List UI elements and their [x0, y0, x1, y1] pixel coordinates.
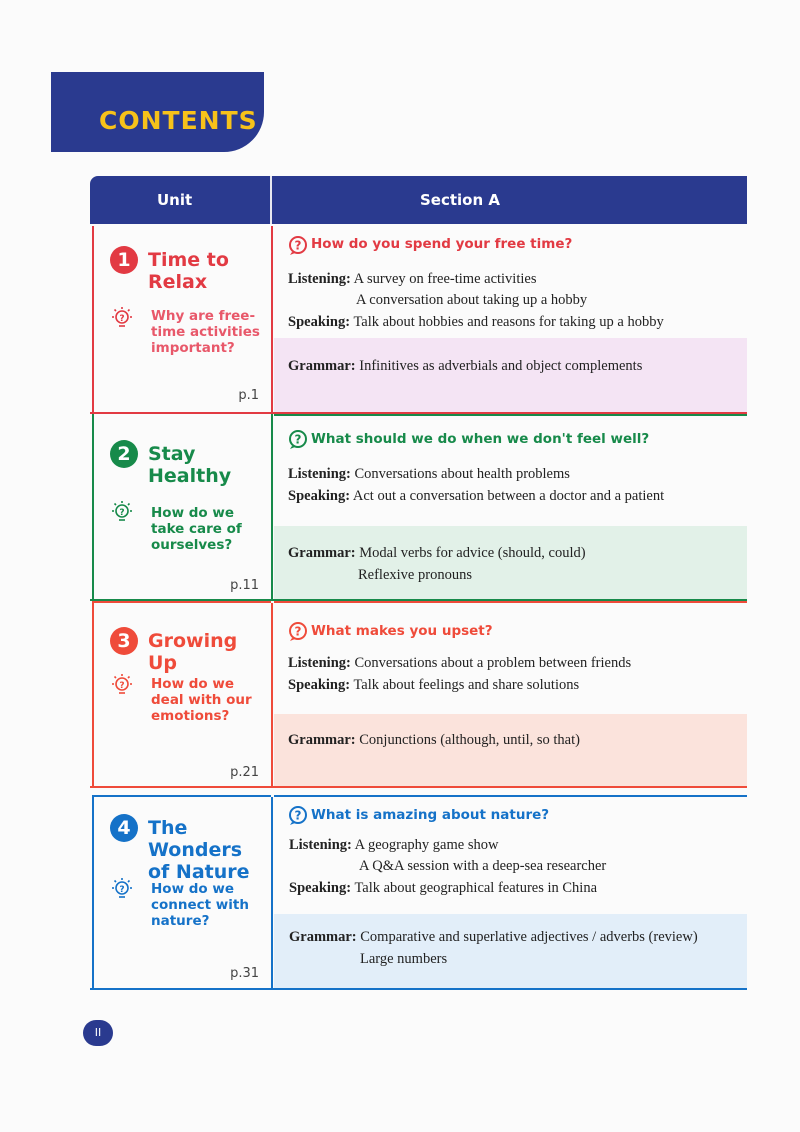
page-reference[interactable]: p.1 — [238, 388, 259, 403]
question-icon — [288, 621, 308, 641]
svg-text:?: ? — [294, 808, 302, 823]
page-reference[interactable]: p.31 — [230, 966, 259, 981]
page-reference[interactable]: p.11 — [230, 578, 259, 593]
lightbulb-icon — [110, 500, 134, 524]
speaking-line: Speaking: Talk about hobbies and reasons for taking up a hobby — [288, 314, 664, 330]
unit-card — [92, 601, 271, 788]
header-section-label: Section A — [420, 191, 500, 209]
svg-text:?: ? — [119, 508, 125, 518]
unit-number-badge: 1 — [110, 246, 138, 274]
question-icon — [288, 235, 308, 255]
svg-text:?: ? — [294, 624, 302, 639]
page-number: II — [83, 1020, 113, 1046]
speaking-line: Speaking: Talk about feelings and share solutions — [288, 677, 580, 693]
grammar-line: Grammar: Conjunctions (although, until, so that) — [288, 732, 580, 748]
grammar-line: Reflexive pronouns — [358, 567, 472, 583]
section-a-cell-4 — [274, 795, 747, 990]
section-a-cell-2 — [274, 414, 747, 601]
unit-card — [92, 414, 271, 601]
grammar-line: Grammar: Comparative and superlative adjectives / adverbs (review) — [289, 929, 698, 945]
listening-line: Listening: A survey on free-time activities — [288, 271, 537, 287]
svg-text:?: ? — [119, 885, 125, 895]
unit-number-badge: 2 — [110, 440, 138, 468]
header-divider — [270, 176, 272, 224]
unit-card — [92, 226, 271, 414]
question-icon — [288, 429, 308, 449]
unit-big-question: How do we deal with our emotions? — [151, 676, 252, 724]
lightbulb-icon — [110, 877, 134, 901]
header-unit-label: Unit — [157, 191, 193, 209]
unit-number-badge: 4 — [110, 814, 138, 842]
svg-text:?: ? — [119, 314, 125, 324]
speaking-line: Speaking: Act out a conversation between a doctor and a patient — [288, 488, 665, 504]
grammar-band — [274, 526, 747, 601]
unit-row-2[interactable] — [90, 414, 747, 601]
listening-line: Listening: Conversations about a problem between friends — [288, 655, 632, 671]
grammar-line: Grammar: Modal verbs for advice (should, could) — [288, 545, 586, 561]
section-question: How do you spend your free time? — [311, 236, 573, 252]
unit-big-question: Why are free- time activities important? — [151, 308, 260, 356]
lightbulb-icon — [110, 306, 134, 330]
lightbulb-icon — [110, 673, 134, 697]
section-question: What makes you upset? — [311, 623, 493, 639]
grammar-band — [274, 338, 747, 414]
svg-text:?: ? — [119, 681, 125, 691]
unit-number-badge: 3 — [110, 627, 138, 655]
section-a-cell-3 — [274, 601, 747, 788]
speaking-line: Speaking: Talk about geographical features in China — [289, 880, 598, 896]
table-header — [90, 176, 747, 224]
unit-row-4[interactable] — [90, 795, 747, 990]
unit-title: Time to Relax — [148, 249, 229, 293]
unit-card — [92, 795, 271, 990]
question-icon — [288, 805, 308, 825]
svg-text:?: ? — [294, 238, 302, 253]
section-a-cell-1 — [274, 226, 747, 414]
listening-line: A Q&A session with a deep-sea researcher — [359, 858, 607, 874]
section-question: What should we do when we don't feel well? — [311, 431, 650, 447]
unit-title: The Wonders of Nature — [148, 817, 250, 883]
contents-title: CONTENTS — [99, 106, 258, 135]
svg-text:?: ? — [294, 432, 302, 447]
unit-row-1[interactable] — [90, 226, 747, 414]
listening-line: Listening: Conversations about health problems — [288, 466, 570, 482]
grammar-line: Large numbers — [360, 951, 448, 967]
unit-title: Growing Up — [148, 630, 238, 674]
section-question: What is amazing about nature? — [311, 807, 550, 823]
grammar-line: Grammar: Infinitives as adverbials and object complements — [288, 358, 643, 374]
listening-line: A conversation about taking up a hobby — [356, 292, 588, 308]
unit-big-question: How do we connect with nature? — [151, 881, 249, 929]
unit-big-question: How do we take care of ourselves? — [151, 505, 242, 553]
grammar-band — [274, 714, 747, 788]
listening-line: Listening: A geography game show — [289, 837, 499, 853]
unit-title: Stay Healthy — [148, 443, 232, 487]
unit-row-3[interactable] — [90, 601, 747, 788]
page-reference[interactable]: p.21 — [230, 765, 259, 780]
grammar-band — [274, 914, 747, 990]
